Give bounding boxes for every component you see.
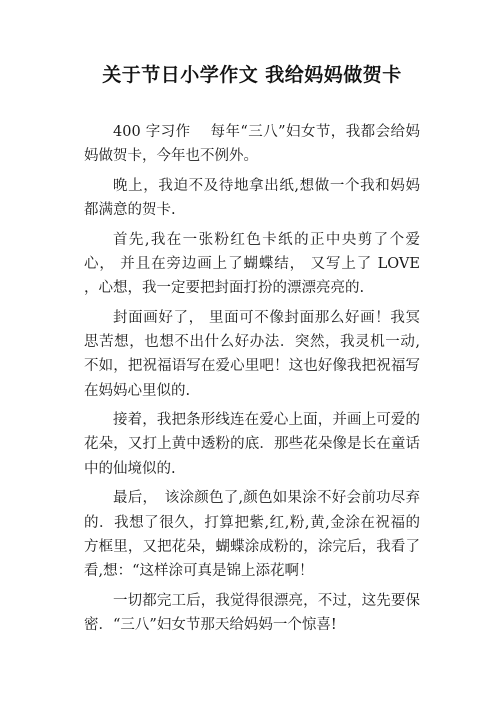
paragraph-6: 最后， 该涂颜色了,颜色如果涂不好会前功尽弃的．我想了很久，打算把紫,红,粉,黄,金涂在祝福的方框里，又把花朵，蝴蝶涂成粉的，涂完后，我看了看,想：“这样涂可真是锦上添花啊！ [84, 490, 420, 579]
paragraph-3: 首先,我在一张粉红色卡纸的正中央剪了个爱心， 并且在旁边画上了蝴蝶结， 又写上了 LOVE ，心想，我一定要把封面打扮的漂漂亮亮的. [84, 231, 420, 297]
paragraph-4: 封面画好了， 里面可不像封面那么好画！我冥思苦想，也想不出什么好办法．突然，我灵机一动,不如，把祝福语写在爱心里吧！这也好像我把祝福写在妈妈心里似的. [84, 309, 420, 399]
essay-body [84, 120, 420, 637]
paragraph-7: 一切都完工后，我觉得很漂亮，不过，这先要保密．“三八”妇女节那天给妈妈一个惊喜! [84, 592, 420, 633]
paragraph-5: 接着，我把条形线连在爱心上面，并画上可爱的花朵，又打上黄中透粉的底．那些花朵像是长在童话中的仙境似的. [84, 412, 420, 477]
paragraph-1: 400 字习作 每年“三八”妇女节，我都会给妈妈做贺卡，今年也不例外。 [84, 124, 420, 165]
document-title: 关于节日小学作文 我给妈妈做贺卡 [102, 64, 402, 86]
paragraph-2: 晚上，我迫不及待地拿出纸,想做一个我和妈妈都满意的贺卡. [84, 177, 420, 219]
